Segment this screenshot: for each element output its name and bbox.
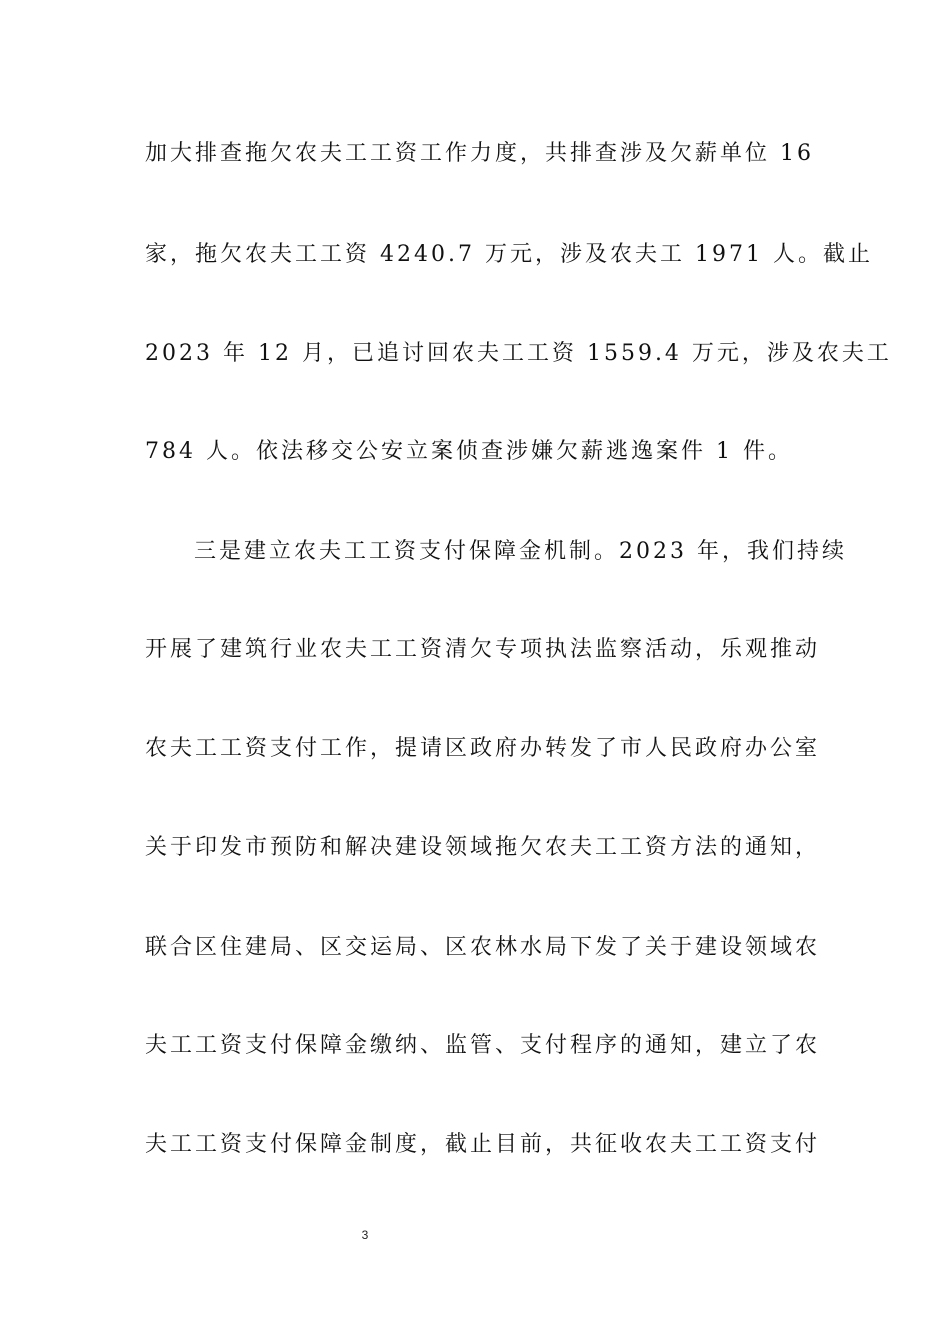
paragraph-start-line: 三是建立农夫工工资支付保障金机制。2023 年，我们持续 [194,539,847,564]
text-line-10: 夫工工资支付保障金缴纳、监管、支付程序的通知，建立了农 [145,1033,821,1058]
text-line-6: 开展了建筑行业农夫工工资清欠专项执法监察活动，乐观推动 [145,637,821,662]
text-line-3: 2023 年 12 月，已追讨回农夫工工资 1559.4 万元，涉及农夫工 [145,341,892,366]
page-number: 3 [361,1228,369,1242]
text-line-7: 农夫工工资支付工作，提请区政府办转发了市人民政府办公室 [145,736,821,761]
text-line-9: 联合区住建局、区交运局、区农林水局下发了关于建设领域农 [145,935,821,960]
text-line-1: 加大排查拖欠农夫工工资工作力度，共排查涉及欠薪单位 16 [145,141,814,166]
text-line-2: 家，拖欠农夫工工资 4240.7 万元，涉及农夫工 1971 人。截止 [145,242,873,267]
text-line-11: 夫工工资支付保障金制度，截止目前，共征收农夫工工资支付 [145,1132,821,1157]
text-line-4: 784 人。依法移交公安立案侦查涉嫌欠薪逃逸案件 1 件。 [145,439,793,464]
text-line-8: 关于印发市预防和解决建设领域拖欠农夫工工资方法的通知， [145,835,821,860]
